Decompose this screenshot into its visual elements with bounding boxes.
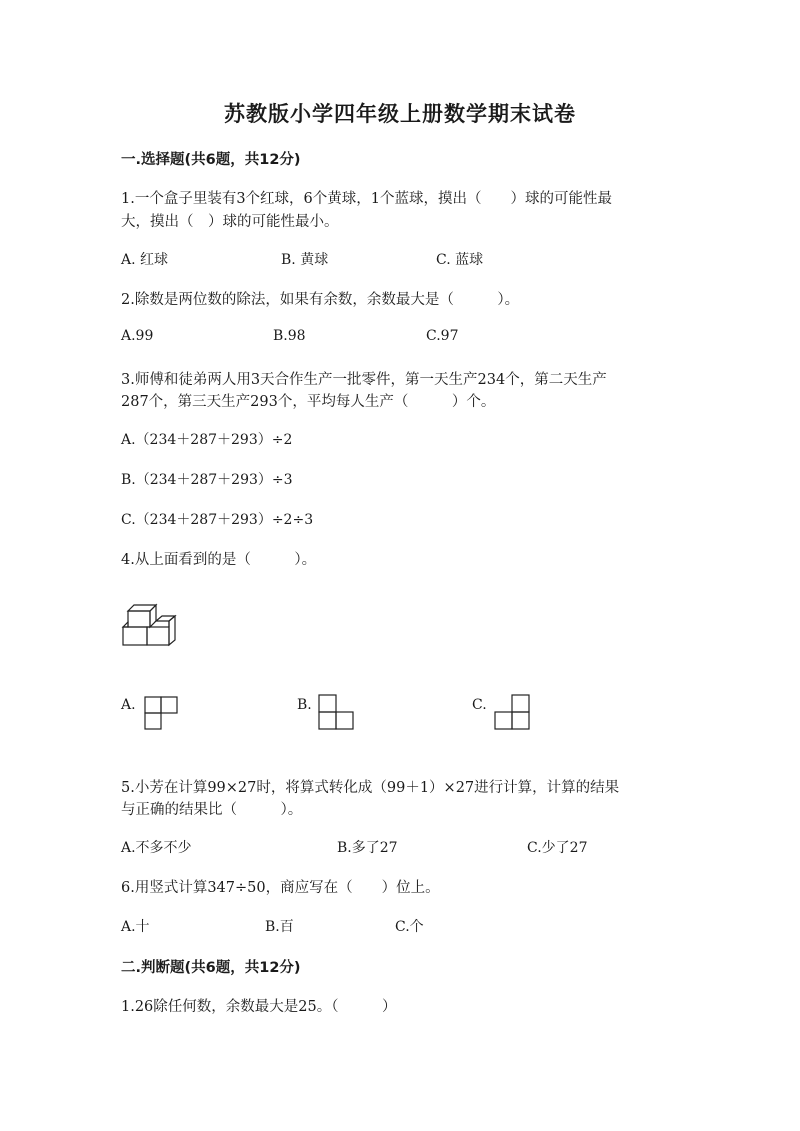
question-3-option-a: A.（234＋287＋293）÷2: [121, 432, 293, 448]
section-heading-judgement: 二.判断题(共6题，共12分): [121, 960, 301, 976]
question-5-option-c: C.少了27: [527, 840, 588, 856]
question-6-option-a: A.十: [121, 919, 150, 935]
section-heading-choice: 一.选择题(共6题，共12分): [121, 152, 301, 168]
question-2-line-1: 2.除数是两位数的除法，如果有余数，余数最大是（ ）。: [121, 292, 520, 308]
option-a-shape-figure: [144, 696, 178, 730]
question-4-option-a: A.: [121, 697, 136, 713]
question-6-option-c: C.个: [395, 919, 424, 935]
question-3-option-b: B.（234＋287＋293）÷3: [121, 472, 293, 488]
question-5-line-1: 5.小芳在计算99×27时，将算式转化成（99＋1）×27进行计算，计算的结果: [121, 780, 620, 796]
question-5-option-a: A.不多不少: [121, 840, 192, 856]
page-title: 苏教版小学四年级上册数学期末试卷: [224, 101, 576, 126]
question-4-option-b: B.: [297, 697, 312, 713]
question-5-option-b: B.多了27: [337, 840, 398, 856]
question-1-option-b: B. 黄球: [281, 252, 329, 268]
question-6-option-b: B.百: [265, 919, 294, 935]
option-b-shape-figure: [318, 694, 354, 730]
question-2-option-a: A.99: [121, 328, 154, 344]
question-2-option-b: B.98: [273, 328, 306, 344]
question-3-line-1: 3.师傅和徒弟两人用3天合作生产一批零件，第一天生产234个，第二天生产: [121, 372, 607, 388]
option-c-shape-figure: [494, 694, 530, 730]
judgement-1-line-1: 1.26除任何数，余数最大是25。（ ）: [121, 999, 397, 1015]
cube-stack-figure: [122, 603, 182, 649]
question-1-line-2: 大，摸出（ ）球的可能性最小。: [121, 214, 339, 230]
question-4-line-1: 4.从上面看到的是（ ）。: [121, 552, 317, 568]
question-1-option-a: A. 红球: [121, 252, 169, 268]
question-1-line-1: 1.一个盒子里装有3个红球，6个黄球，1个蓝球，摸出（ ）球的可能性最: [121, 191, 613, 207]
question-1-option-c: C. 蓝球: [436, 252, 484, 268]
question-5-line-2: 与正确的结果比（ ）。: [121, 802, 303, 818]
question-4-option-c: C.: [472, 697, 487, 713]
question-2-option-c: C.97: [426, 328, 459, 344]
question-3-line-2: 287个，第三天生产293个，平均每人生产（ ）个。: [121, 394, 496, 410]
question-3-option-c: C.（234＋287＋293）÷2÷3: [121, 512, 314, 528]
question-6-line-1: 6.用竖式计算347÷50，商应写在（ ）位上。: [121, 880, 440, 896]
